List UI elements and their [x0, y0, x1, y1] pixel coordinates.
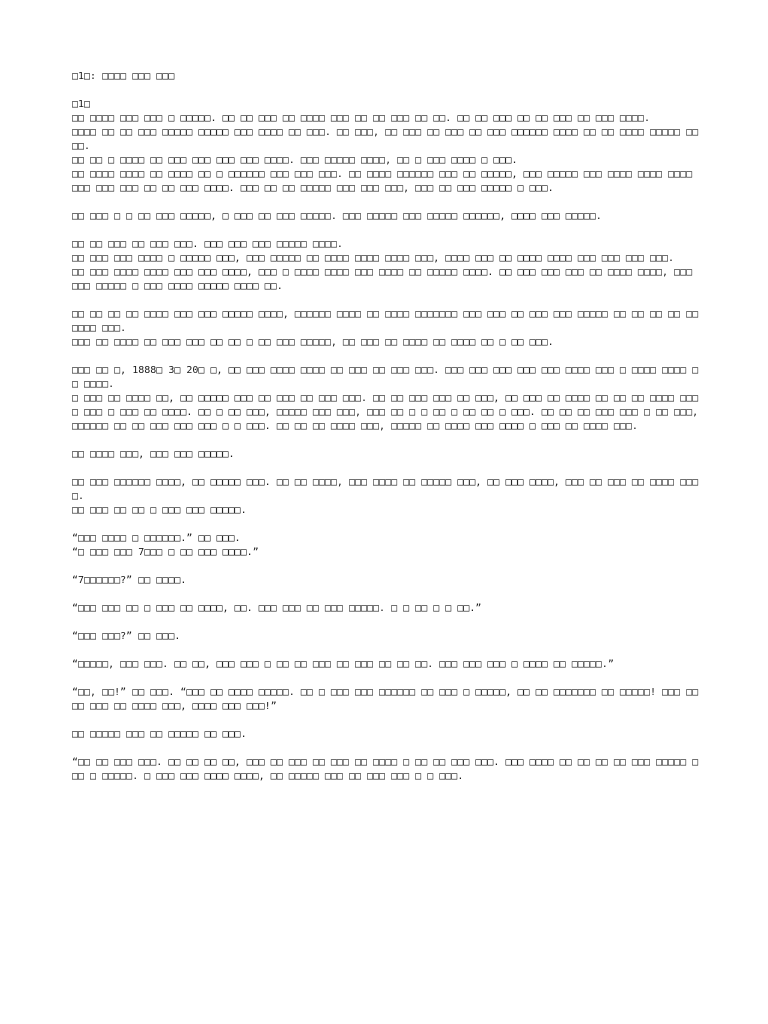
paragraph: □□□ □□ □, 1888□ 3□ 20□ □, □□ □□□ □□□□ □□□□ □□ □□□ □□ □□□ □□□. □□□ □□□ □□□ □□□ □□□ □□□□ □□□ □ □□□□ □□□□ □□ □□□□. □ □□□ □□ □□□□ □□, □□ □□□□□ □□□ □□ □□□ □□ □□□ □□□. □□ □□ □□□ □□□ □□ □□□, □□ □□□ □□ □□□□ □□ □□ □□ □□□□ □□□□ □□□ □ □□□ □□ □□□□. □□ □ □□ □□□, □□□□□ □□□ □□□, □□□ □□ □ □ □□ □ □□ □□ □ □□□. □□ □□ □□ □□□ □□□ □ □□ □□□, □□□□□□ □□ □□ □□□ □□□ □□□ □ □ □□□. □□ □□ □□ □□□□ □□□, □□□□□ □□ □□□□ □□□ □□□□ □ □□□ □□ □□□□ □□□. [72, 365, 699, 432]
paragraph: □□ □□ □□□ □□ □□□ □□□. □□□ □□□ □□□ □□□□□ □□□□. □□ □□□ □□□ □□□□ □ □□□□□ □□□, □□□ □□□□□ □□ □□□□ □□□□ □□□□ □□□, □□□□ □□□ □□ □□□□ □□□□ □□□ □□□ □□□ □□□. □□ □□□ □□□□ □□□□ □□□ □□□ □□□□, □□□ □ □□□□ □□□□ □□□ □□□□ □□ □□□□□ □□□□. □□ □□□ □□□ □□□ □□ □□□□ □□□□, □□□ □□□ □□□□□ □ □□□ □□□□ □□□□□ □□□□ □□. [72, 239, 693, 292]
dialogue-paragraph: “□□□ □□□?” □□ □□□. [72, 631, 181, 642]
paragraph: □□ □□□ □□□□□□ □□□□, □□ □□□□□ □□□. □□ □□ □□□□, □□□ □□□□ □□ □□□□□ □□□, □□ □□□ □□□□, □□□ □□ □□□ □□ □□□□ □□□□. □□ □□□ □□ □□ □ □□□ □□□ □□□□□. [72, 477, 699, 516]
dialogue-paragraph: “□□□□□, □□□ □□□. □□ □□, □□□ □□□ □ □□ □□ □□□ □□ □□□ □□ □□ □□. □□□ □□□ □□□ □ □□□□ □□ □□□□□.” [72, 659, 614, 670]
dialogue-paragraph: “7□□□□□□?” □□ □□□□. [72, 575, 187, 586]
paragraph: □□ □□ □□ □□ □□□□ □□□ □□□ □□□□□ □□□□, □□□□□□ □□□□ □□ □□□□ □□□□□□□ □□□ □□□ □□ □□□ □□□ □□□□□ □□ □□ □□ □□ □□ □□□□ □□□. □□□ □□ □□□□ □□ □□□ □□□ □□ □□ □ □□ □□□ □□□□□, □□ □□□ □□ □□□□ □□ □□□□ □□ □ □□ □□□. [72, 309, 699, 348]
paragraph: □□ □□□ □ □ □□ □□□ □□□□□, □ □□□ □□ □□□ □□□□□. □□□ □□□□□ □□□ □□□□□ □□□□□□, □□□□ □□□ □□□□□. [72, 211, 602, 222]
dialogue-paragraph: “□□□ □□□ □□ □ □□□ □□ □□□□, □□. □□□ □□□ □□ □□□ □□□□□. □ □ □□ □ □ □□.” [72, 603, 482, 614]
paragraph: □□ □□□□□ □□□ □□ □□□□□ □□ □□□. [72, 729, 247, 740]
document-page [72, 70, 705, 784]
section-heading: □1□ [72, 99, 91, 110]
paragraph: □□ □□□□ □□□, □□□ □□□ □□□□□. [72, 449, 235, 460]
dialogue-paragraph: “□□□ □□□□ □ □□□□□□.” □□ □□□. “□ □□□ □□□ 7□□□ □ □□ □□□ □□□□.” [72, 533, 259, 558]
chapter-title: □1□: □□□□ □□□ □□□ [72, 71, 175, 82]
dialogue-paragraph: “□□, □□!” □□ □□□. “□□□ □□ □□□□ □□□□□. □□ □ □□□ □□□ □□□□□□ □□ □□□ □ □□□□□, □□ □□ □□□□□□□ □□ □□□□□! □□□ □□ □□ □□□ □□ □□□□ □□□, □□□□ □□□ □□□!” [72, 687, 705, 712]
dialogue-paragraph: “□□ □□ □□□ □□□. □□ □□ □□ □□, □□□ □□ □□□ □□ □□□ □□ □□□□ □ □□ □□ □□□ □□□. □□□ □□□□ □□ □□ □□ □□ □□□ □□□□□ □□□ □ □□□□□. □ □□□ □□□ □□□□ □□□□, □□ □□□□□ □□□ □□ □□□ □□□ □ □ □□□. [72, 757, 699, 782]
paragraph: □□ □□□□ □□□ □□□ □ □□□□□. □□ □□ □□□ □□ □□□□ □□□ □□ □□ □□□ □□ □□. □□ □□ □□□ □□ □□ □□□ □□ □□□ □□□□. □□□□ □□ □□ □□□ □□□□□ □□□□□ □□□ □□□□ □□ □□□. □□ □□□, □□ □□□ □□ □□□ □□ □□□ □□□□□□ □□□□ □□ □□ □□□□ □□□□□ □□□□. □□ □□ □ □□□□ □□ □□□ □□□ □□□ □□□ □□□□. □□□ □□□□□ □□□□, □□ □ □□□ □□□□ □ □□□. □□ □□□□ □□□□ □□ □□□□ □□ □ □□□□□□ □□□ □□□ □□□. □□ □□□□ □□□□□□ □□□ □□ □□□□□, □□□ □□□□□ □□□ □□□□ □□□□ □□□□ □□□ □□□ □□□ □□ □□ □□□ □□□□. □□□ □□ □□ □□□□□ □□□ □□□ □□□, □□□ □□ □□□ □□□□□ □ □□□. [72, 113, 699, 194]
